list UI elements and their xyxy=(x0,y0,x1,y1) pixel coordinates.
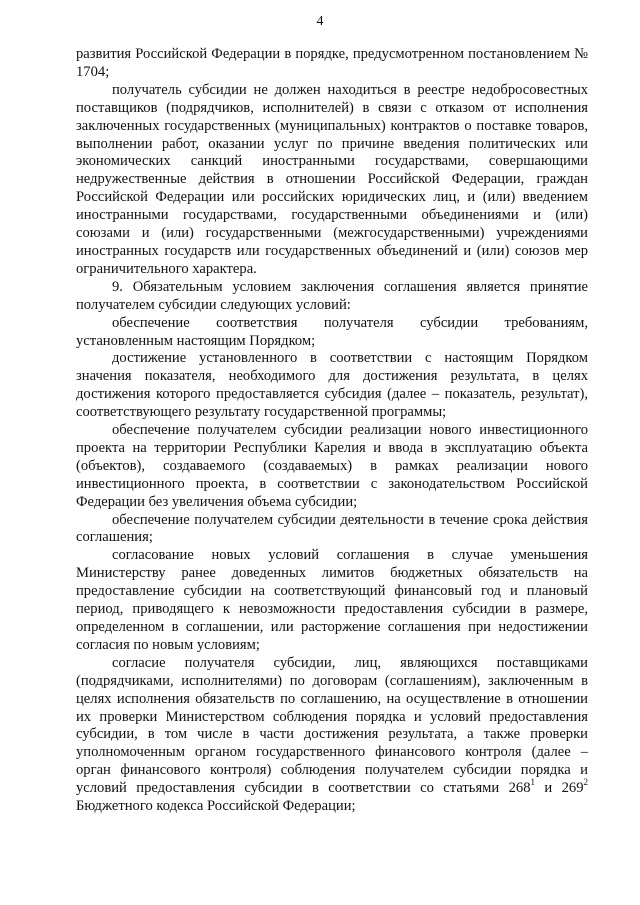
paragraph: обеспечение соответствия получателя субсидии требованиям, установленным настоящим Порядком; xyxy=(76,314,588,349)
page-number: 4 xyxy=(316,14,324,29)
paragraph: получатель субсидии не должен находиться в реестре недобросовестных поставщиков (подрядчиков, исполнителей) в связи с отказом от исполнения заключенных государственных (муниципальных) контрактов о поставке товаров, выполнении работ, оказании услуг по причине введения политических или экономических санкций иностранными государствами, совершающими недружественные действия в отношении Российской Федерации, граждан Российской Федерации или российских юридических лиц, и (или) введением иностранными государствами, государственными объединениями и (или) союзами и (или) государственными (межгосударственными) учреждениями иностранных государств или государственных объединений и (или) союзов мер ограничительного характера. xyxy=(76,81,588,277)
superscript: 2 xyxy=(583,777,588,788)
paragraph: достижение установленного в соответствии с настоящим Порядком значения показателя, необходимого для достижения результата, в целях достижения которого предоставляется субсидия (далее – показатель, результат), соответствующего результату государственной программы; xyxy=(76,350,588,421)
superscript: 1 xyxy=(530,777,535,788)
paragraph: обеспечение получателем субсидии реализации нового инвестиционного проекта на территории Республики Карелия и ввода в эксплуатацию объекта (объектов), создаваемого (создаваемых) в рамках реализации нового инвестиционного проекта, в соответствии с законодательством Российской Федерации без увеличения объема субсидии; xyxy=(76,422,588,510)
paragraph-text: Бюджетного кодекса Российской Федерации; xyxy=(76,798,356,815)
document-body xyxy=(76,46,588,816)
paragraph: 9. Обязательным условием заключения соглашения является принятие получателем субсидии следующих условий: xyxy=(76,278,588,313)
paragraph-text: согласие получателя субсидии, лиц, являющихся поставщиками (подрядчиками, исполнителями) по договорам (соглашениям), заключенным в целях исполнения обязательств по соглашению, на осуществление в отношении их проверки Министерством соблюдения порядка и условий предоставления субсидии, в том числе в части достижения результата, а также проверки уполномоченным органом государственного финансового контроля (далее – орган финансового контроля) соблюдения получателем субсидии порядка и условий предоставления субсидии в соответствии со статьями 268 xyxy=(76,654,588,797)
paragraph: обеспечение получателем субсидии деятельности в течение срока действия соглашения; xyxy=(76,511,588,546)
paragraph-text: и 269 xyxy=(535,780,584,797)
paragraph: согласование новых условий соглашения в случае уменьшения Министерству ранее доведенных лимитов бюджетных обязательств на предоставление субсидии на соответствующий финансовый год и плановый период, приводящего к невозможности предоставления субсидии в размере, определенном в соглашении, или расторжение соглашения при недостижении согласия по новым условиям; xyxy=(76,547,588,653)
paragraph: развития Российской Федерации в порядке, предусмотренном постановлением № 1704; xyxy=(76,46,588,80)
paragraph xyxy=(76,655,588,816)
